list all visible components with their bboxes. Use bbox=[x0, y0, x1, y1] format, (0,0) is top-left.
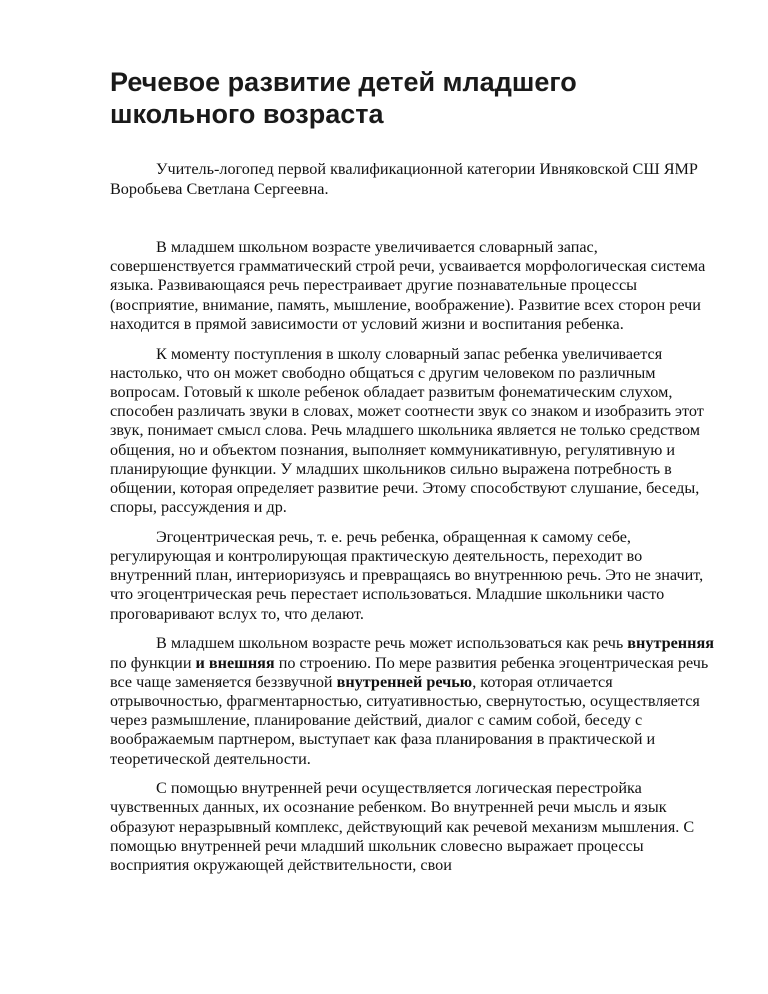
paragraph-3: Эгоцентрическая речь, т. е. речь ребенка, обращенная к самому себе, регулирующая и контролирующая практическую деятельность, переходит во внутренний план, интериоризуясь и превращаясь во внутреннюю речь. Это не значит, что эгоцентрическая речь перестает использоваться. Младшие школьники часто проговаривают вслух то, что делают. bbox=[110, 527, 704, 623]
paragraph-4-text-3: по строению. По мере развития ребенка эгоцентрическая речь все чаще заменяется беззвучной bbox=[110, 653, 709, 691]
author-line: Учитель-логопед первой квалификационной категории Ивняковской СШ ЯМР Воробьева Светлана Сергеевна. bbox=[110, 160, 698, 198]
paragraph-4-bold-1: внутренняя bbox=[627, 634, 714, 653]
article-body bbox=[110, 238, 715, 886]
paragraph-2: К моменту поступления в школу словарный запас ребенка увеличивается настолько, что он может свободно общаться с другим человеком по различным вопросам. Готовый к школе ребенок обладает развитым фонематическим слухом, способен различать звуки в словах, может соотнести звук со знаком и изобразить этот звук, понимает смысл слова. Речь младшего школьника является не только средством общения, но и объектом познания, выполняет коммуникативную, регулятивную и планирующие функции. У младших школьников сильно выражена потребность в общении, которая определяет развитие речи. Этому способствуют слушание, беседы, споры, рассуждения и др. bbox=[110, 344, 704, 517]
paragraph-1: В младшем школьном возрасте увеличивается словарный запас, совершенствуется грамматический строй речи, усваивается морфологическая система языка. Развивающаяся речь перестраивает другие познавательные процессы (восприятие, внимание, память, мышление, воображение). Развитие всех сторон речи находится в прямой зависимости от условий жизни и воспитания ребенка. bbox=[110, 238, 706, 333]
paragraph-4-bold-2: и внешняя bbox=[195, 653, 275, 672]
paragraph-4 bbox=[110, 634, 715, 768]
paragraph-5: С помощью внутренней речи осуществляется логическая перестройка чувственных данных, их осознание ребенком. Во внутренней речи мысль и язык образуют неразрывный комплекс, действующий как речевой механизм мышления. С помощью внутренней речи младший школьник словесно выражает процессы восприятия окружающей действительности, свои bbox=[110, 779, 695, 875]
paragraph-4-text-1: В младшем школьном возрасте речь может использоваться как речь bbox=[156, 634, 628, 653]
paragraph-4-text-4: , которая отличается отрывочностью, фрагментарностью, ситуативностью, свернутостью, осуществляется через размышление, планирование действий, диалог с самим собой, беседу с воображаемым партнером, выступает как фаза планирования в практической и теоретической деятельности. bbox=[110, 672, 700, 768]
paragraph-4-text-2: по функции bbox=[110, 653, 196, 672]
document-title: Речевое развитие детей младшего школьного возраста bbox=[110, 67, 577, 129]
paragraph-4-bold-3: внутренней речью bbox=[336, 672, 473, 691]
